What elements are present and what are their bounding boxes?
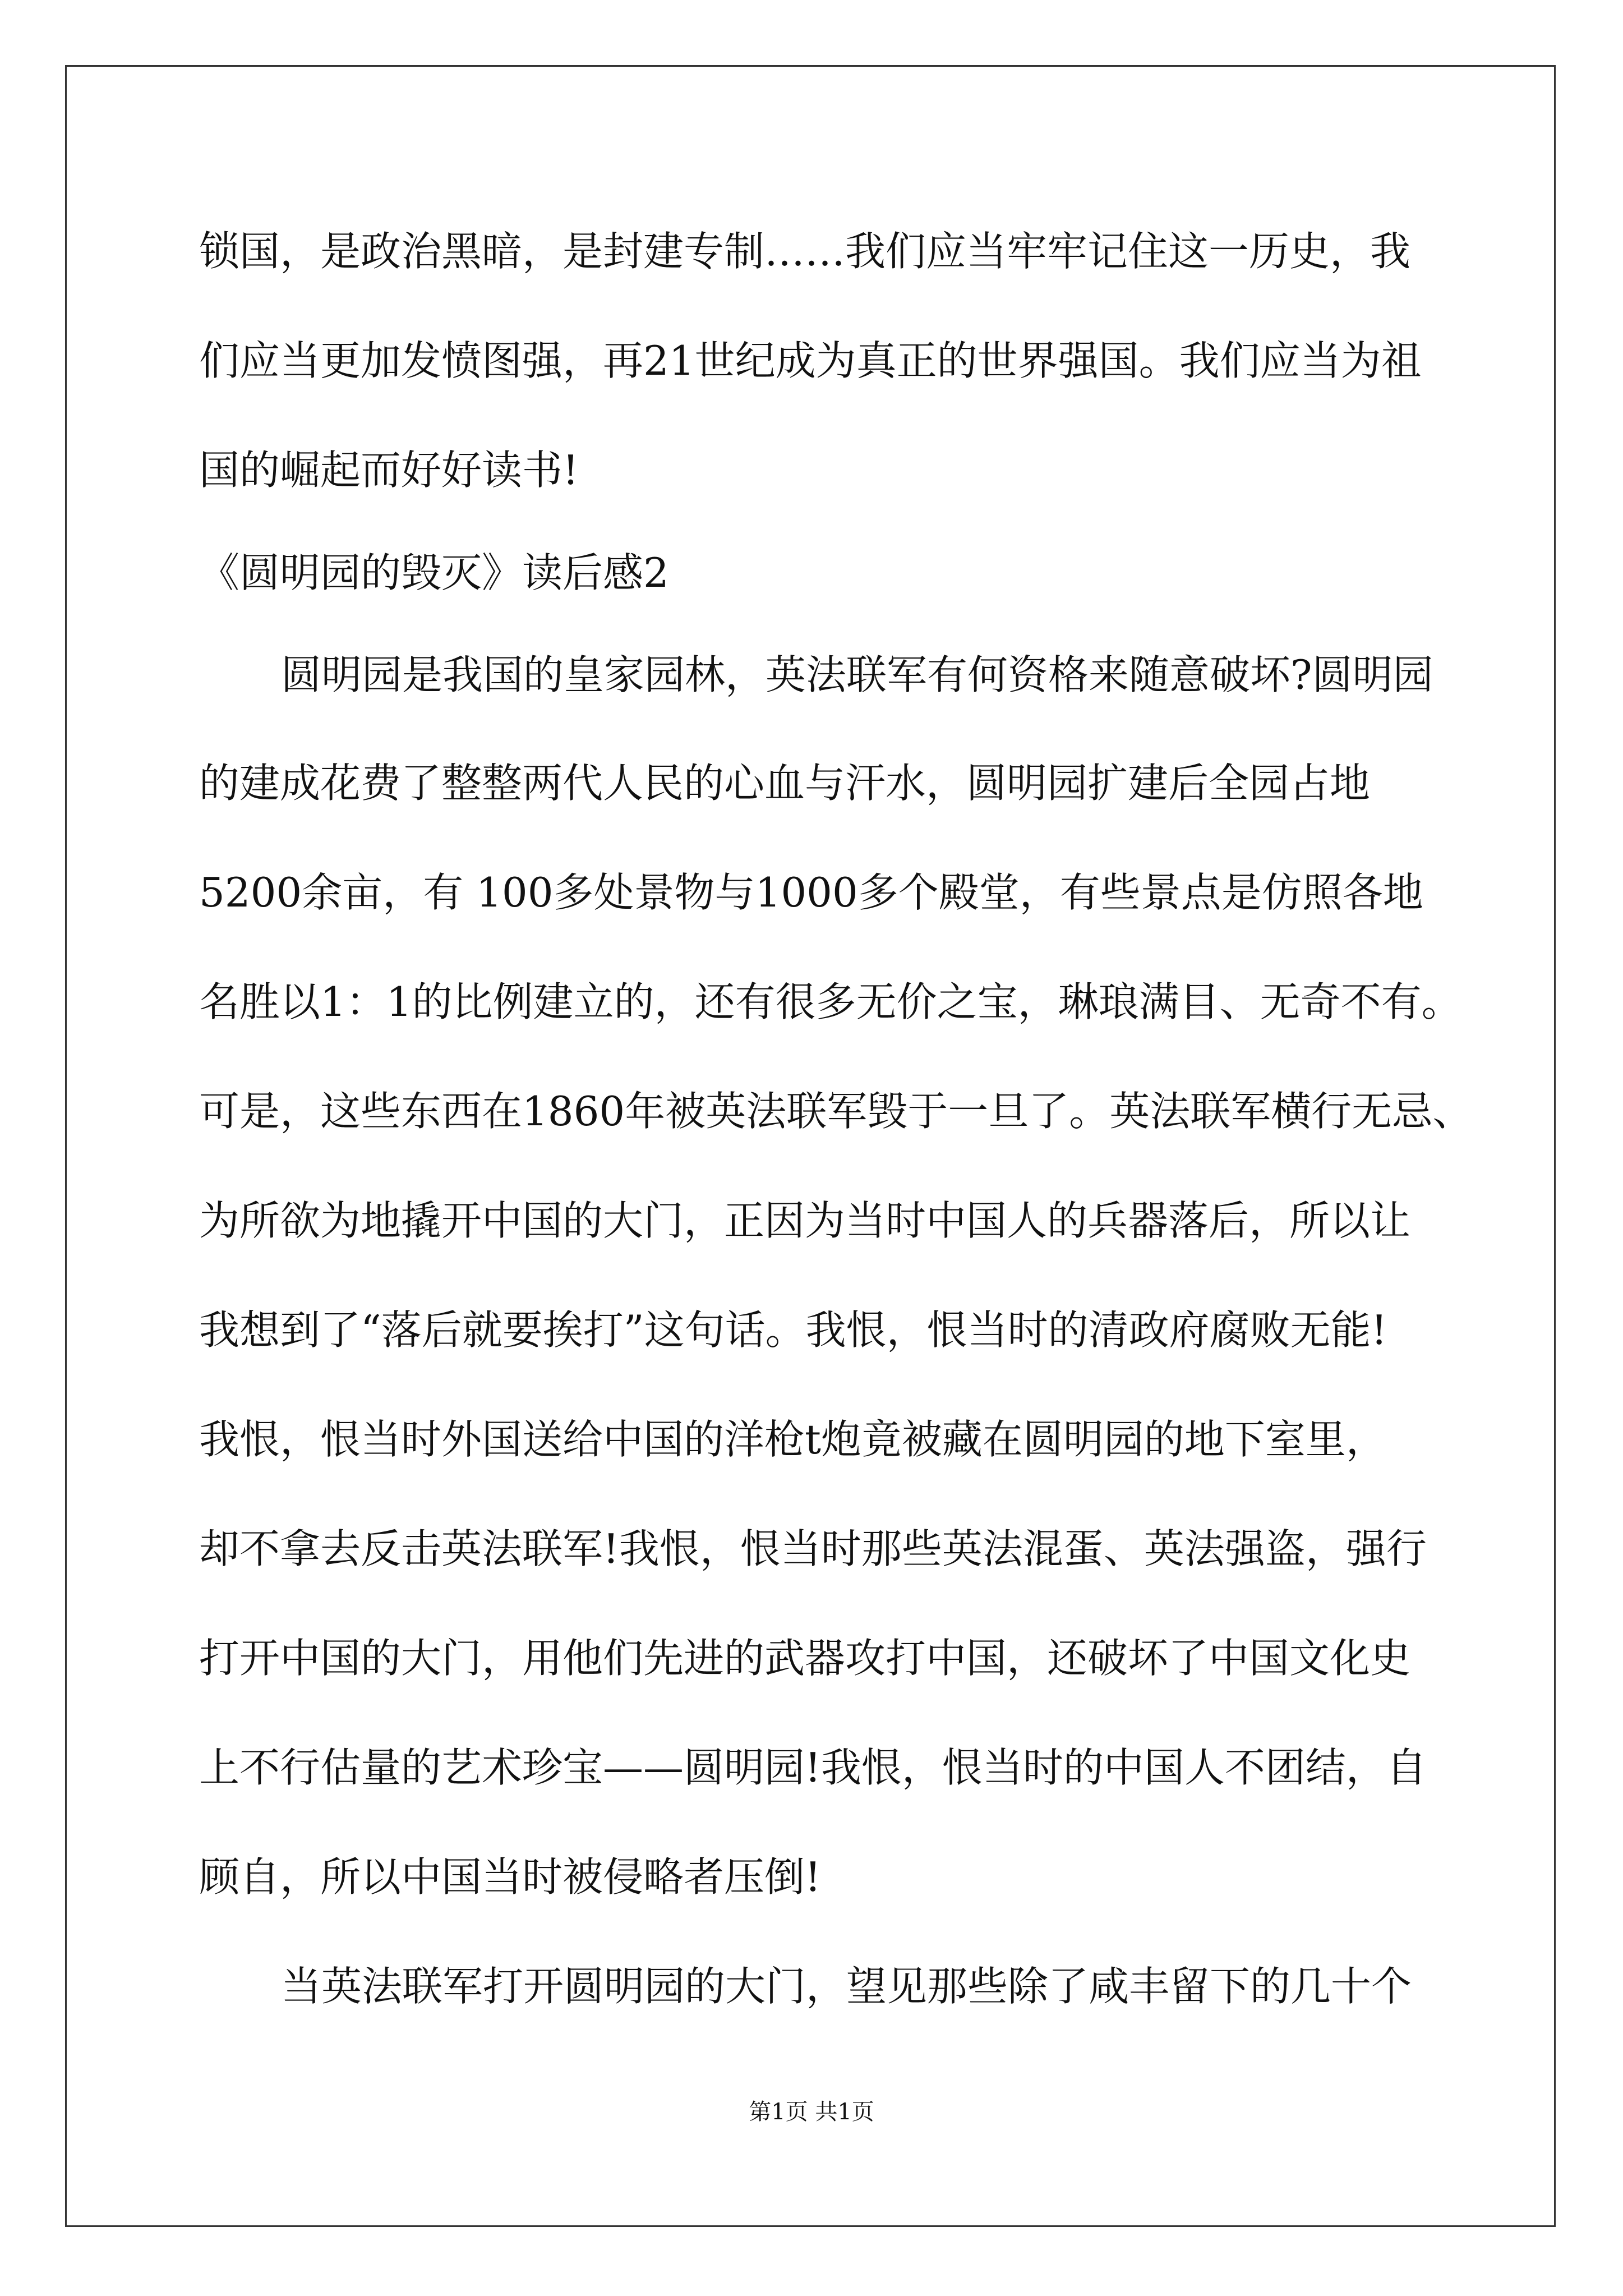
body-line: 为所欲为地撬开中国的大门，正因为当时中国人的兵器落后，所以让 <box>199 1197 1411 1244</box>
body-line: 5200余亩，有 100多处景物与1000多个殿堂，有些景点是仿照各地 <box>199 869 1423 916</box>
body-line: 圆明园是我国的皇家园林，英法联军有何资格来随意破坏?圆明园 <box>281 651 1433 698</box>
body-line: 当英法联军打开圆明园的大门，望见那些除了咸丰留下的几十个 <box>281 1963 1412 2010</box>
page-number-footer: 第1页 共1页 <box>749 2099 874 2125</box>
body-line: 的建成花费了整整两代人民的心血与汗水，圆明园扩建后全园占地 <box>199 760 1371 807</box>
body-line: 名胜以1：1的比例建立的，还有很多无价之宝，琳琅满目、无奇不有。 <box>199 978 1462 1025</box>
body-line: 上不行估量的艺术珍宝——圆明园!我恨，恨当时的中国人不团结，自 <box>199 1744 1427 1791</box>
section-heading: 《圆明园的毁灭》读后感2 <box>199 549 669 596</box>
body-line: 打开中国的大门，用他们先进的武器攻打中国，还破坏了中国文化史 <box>199 1635 1411 1682</box>
body-line: 锁国，是政治黑暗，是封建专制……我们应当牢牢记住这一历史，我 <box>199 228 1411 275</box>
body-line: 们应当更加发愤图强，再21世纪成为真正的世界强国。我们应当为祖 <box>199 337 1422 384</box>
body-line: 可是，这些东西在1860年被英法联军毁于一旦了。英法联军横行无忌、 <box>199 1088 1473 1135</box>
body-line: 却不拿去反击英法联军!我恨，恨当时那些英法混蛋、英法强盗，强行 <box>199 1525 1427 1572</box>
body-line: 顾自，所以中国当时被侵略者压倒! <box>199 1853 821 1901</box>
body-line: 我恨，恨当时外国送给中国的洋枪t炮竟被藏在圆明园的地下室里， <box>199 1416 1386 1463</box>
body-line: 我想到了“落后就要挨打”这句话。我恨，恨当时的清政府腐败无能! <box>199 1306 1387 1354</box>
body-line: 国的崛起而好好读书! <box>199 447 579 494</box>
